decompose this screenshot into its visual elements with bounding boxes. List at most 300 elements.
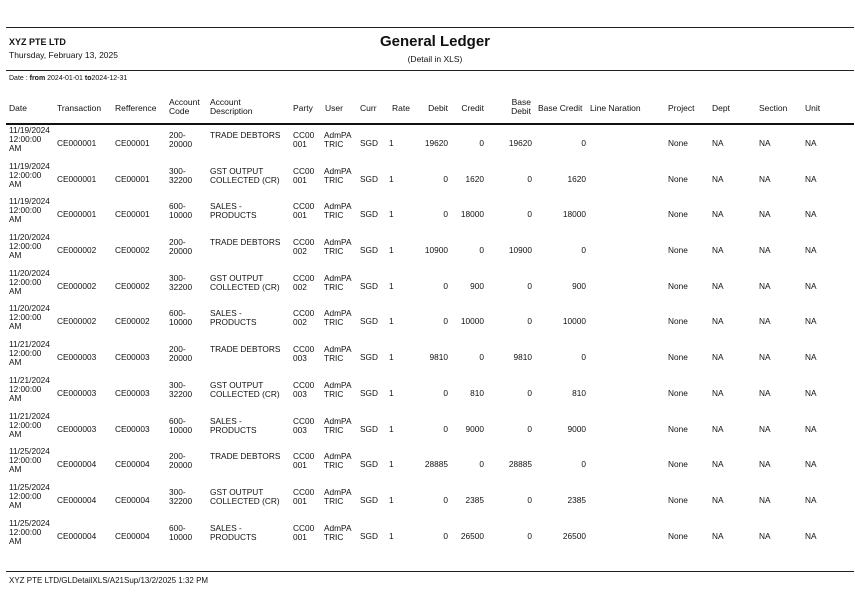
cell-project bbox=[668, 175, 708, 184]
cell-account-description-text: COLLECTED (CR) bbox=[210, 174, 280, 185]
cell-account-description bbox=[210, 309, 292, 327]
cell-rate bbox=[389, 246, 409, 255]
cell-curr-text: SGD bbox=[360, 209, 378, 220]
cell-date bbox=[9, 447, 57, 474]
cell-user-text: TRIC bbox=[324, 317, 344, 328]
cell-party-text: 002 bbox=[293, 317, 307, 328]
cell-section-text: NA bbox=[759, 352, 771, 363]
cell-rate bbox=[389, 139, 409, 148]
cell-base-debit bbox=[496, 246, 532, 255]
cell-curr-text: SGD bbox=[360, 423, 378, 434]
cell-date-text: 12:00:00 bbox=[9, 419, 42, 430]
cell-account-code bbox=[169, 524, 209, 542]
cell-account-code-text: 600- bbox=[169, 308, 186, 319]
cell-date-text: 12:00:00 bbox=[9, 276, 42, 287]
cell-debit bbox=[418, 246, 448, 255]
cell-rate bbox=[389, 210, 409, 219]
table-row bbox=[0, 518, 855, 554]
cell-project-text: None bbox=[668, 530, 688, 541]
cell-section bbox=[759, 425, 799, 434]
cell-base-credit-text: 810 bbox=[572, 387, 586, 398]
cell-transaction bbox=[57, 317, 113, 326]
cell-transaction-text: CE000004 bbox=[57, 459, 97, 470]
cell-project bbox=[668, 246, 708, 255]
cell-reference bbox=[115, 246, 167, 255]
cell-reference bbox=[115, 175, 167, 184]
cell-transaction bbox=[57, 532, 113, 541]
table-row bbox=[0, 411, 855, 447]
cell-unit-text: NA bbox=[805, 280, 817, 291]
cell-date bbox=[9, 269, 57, 296]
col-transaction: Transaction bbox=[57, 103, 102, 113]
cell-reference-text: CE00004 bbox=[115, 459, 150, 470]
cell-date-text: 11/19/2024 bbox=[9, 196, 50, 207]
cell-base-credit bbox=[548, 353, 586, 362]
cell-reference bbox=[115, 317, 167, 326]
cell-section bbox=[759, 496, 799, 505]
cell-transaction-text: CE000001 bbox=[57, 138, 97, 148]
col-rate: Rate bbox=[392, 103, 410, 113]
cell-curr bbox=[360, 532, 388, 541]
company-name: XYZ PTE LTD bbox=[9, 37, 66, 47]
cell-party bbox=[293, 381, 323, 399]
cell-base-debit-text: 0 bbox=[527, 209, 532, 220]
cell-debit bbox=[418, 532, 448, 541]
cell-account-description-text: PRODUCTS bbox=[210, 317, 257, 328]
cell-section-text: NA bbox=[759, 423, 771, 434]
cell-base-debit bbox=[496, 139, 532, 148]
cell-account-code-text: 10000 bbox=[169, 210, 193, 221]
cell-date-text: 12:00:00 bbox=[9, 134, 42, 144]
cell-account-code bbox=[169, 131, 209, 149]
cell-date-text: 12:00:00 bbox=[9, 383, 42, 394]
cell-party bbox=[293, 345, 323, 363]
cell-unit-text: NA bbox=[805, 138, 817, 148]
cell-dept-text: NA bbox=[712, 138, 724, 148]
col-line-narration: Line Naration bbox=[590, 103, 641, 113]
cell-dept bbox=[712, 353, 752, 362]
cell-debit-text: 19620 bbox=[424, 138, 448, 148]
table-row bbox=[0, 268, 855, 304]
cell-base-credit bbox=[548, 282, 586, 291]
cell-account-description bbox=[210, 381, 292, 399]
cell-account-code-text: 20000 bbox=[169, 460, 193, 471]
cell-party-text: 003 bbox=[293, 353, 307, 364]
cell-account-code-text: 200- bbox=[169, 130, 186, 140]
table-row bbox=[0, 196, 855, 232]
cell-user-text: AdmPA bbox=[324, 165, 352, 176]
cell-reference bbox=[115, 282, 167, 291]
cell-section-text: NA bbox=[759, 280, 771, 291]
cell-party-text: CC00 bbox=[293, 165, 315, 176]
cell-project bbox=[668, 460, 708, 469]
cell-base-debit bbox=[496, 175, 532, 184]
cell-party-text: CC00 bbox=[293, 486, 315, 497]
cell-date-text: AM bbox=[9, 499, 22, 510]
cell-account-description-text: TRADE DEBTORS bbox=[210, 451, 281, 462]
cell-section-text: NA bbox=[759, 138, 771, 148]
cell-date-text: 11/21/2024 bbox=[9, 339, 50, 350]
cell-transaction-text: CE000004 bbox=[57, 530, 97, 541]
col-account-code bbox=[169, 98, 200, 116]
cell-user-text: AdmPA bbox=[324, 451, 352, 462]
date-range-to: 2024-12-31 bbox=[91, 75, 128, 82]
cell-user-text: TRIC bbox=[324, 531, 344, 542]
cell-date-text: 11/21/2024 bbox=[9, 374, 50, 385]
col-account-description bbox=[210, 98, 253, 116]
cell-base-debit-text: 9810 bbox=[513, 352, 532, 363]
cell-credit-text: 10000 bbox=[460, 316, 484, 327]
cell-account-description-text: GST OUTPUT bbox=[210, 379, 264, 390]
cell-account-code-text: 300- bbox=[169, 379, 186, 390]
cell-account-code-text: 200- bbox=[169, 451, 186, 462]
cell-account-description-text: PRODUCTS bbox=[210, 210, 257, 221]
cell-project bbox=[668, 496, 708, 505]
cell-user-text: AdmPA bbox=[324, 272, 352, 283]
cell-reference bbox=[115, 210, 167, 219]
cell-base-credit-text: 10000 bbox=[562, 316, 586, 327]
cell-account-code-text: 200- bbox=[169, 344, 186, 355]
cell-account-code-text: 300- bbox=[169, 272, 186, 283]
cell-credit-text: 0 bbox=[479, 138, 484, 148]
cell-date-text: AM bbox=[9, 357, 22, 368]
cell-debit-text: 0 bbox=[443, 494, 448, 505]
cell-rate bbox=[389, 532, 409, 541]
cell-credit-text: 9000 bbox=[465, 423, 484, 434]
cell-party bbox=[293, 202, 323, 220]
cell-rate-text: 1 bbox=[389, 352, 394, 363]
cell-rate-text: 1 bbox=[389, 245, 394, 256]
cell-user-text: TRIC bbox=[324, 388, 344, 399]
cell-unit-text: NA bbox=[805, 209, 817, 220]
cell-account-description-text: PRODUCTS bbox=[210, 531, 257, 542]
cell-section-text: NA bbox=[759, 530, 771, 541]
cell-account-code-text: 600- bbox=[169, 201, 186, 212]
cell-debit bbox=[418, 139, 448, 148]
cell-party-text: CC00 bbox=[293, 415, 315, 426]
table-row bbox=[0, 375, 855, 411]
cell-account-code bbox=[169, 488, 209, 506]
cell-account-description bbox=[210, 274, 292, 292]
cell-account-code bbox=[169, 238, 209, 256]
cell-rate bbox=[389, 353, 409, 362]
cell-curr bbox=[360, 246, 388, 255]
cell-transaction bbox=[57, 210, 113, 219]
cell-transaction bbox=[57, 175, 113, 184]
cell-transaction bbox=[57, 353, 113, 362]
cell-dept bbox=[712, 532, 752, 541]
cell-account-description bbox=[210, 524, 292, 542]
cell-rate bbox=[389, 317, 409, 326]
cell-account-description bbox=[210, 488, 292, 506]
cell-section-text: NA bbox=[759, 209, 771, 220]
cell-party-text: 001 bbox=[293, 139, 307, 149]
cell-project bbox=[668, 317, 708, 326]
cell-dept bbox=[712, 175, 752, 184]
cell-debit bbox=[418, 496, 448, 505]
cell-dept bbox=[712, 460, 752, 469]
cell-credit bbox=[450, 175, 484, 184]
cell-party-text: CC00 bbox=[293, 308, 315, 319]
cell-curr-text: SGD bbox=[360, 280, 378, 291]
cell-credit bbox=[450, 139, 484, 148]
cell-user-text: AdmPA bbox=[324, 522, 352, 533]
cell-curr-text: SGD bbox=[360, 530, 378, 541]
cell-party-text: CC00 bbox=[293, 451, 315, 462]
cell-section bbox=[759, 139, 799, 148]
cell-date-text: 12:00:00 bbox=[9, 526, 42, 537]
cell-account-code bbox=[169, 167, 209, 185]
cell-base-credit-text: 18000 bbox=[562, 209, 586, 220]
cell-date-text: AM bbox=[9, 392, 22, 403]
cell-debit-text: 10900 bbox=[424, 245, 448, 256]
cell-date-text: AM bbox=[9, 143, 22, 153]
col-project: Project bbox=[668, 103, 695, 113]
cell-section bbox=[759, 532, 799, 541]
cell-account-description-text: SALES - bbox=[210, 201, 242, 212]
cell-reference-text: CE00004 bbox=[115, 530, 150, 541]
table-row bbox=[0, 125, 855, 161]
cell-date-text: AM bbox=[9, 250, 22, 261]
cell-account-description-text: TRADE DEBTORS bbox=[210, 237, 281, 248]
cell-date bbox=[9, 197, 57, 224]
col-date: Date bbox=[9, 103, 27, 113]
cell-user-text: TRIC bbox=[324, 424, 344, 435]
cell-account-code-text: 32200 bbox=[169, 388, 193, 399]
cell-unit bbox=[805, 246, 845, 255]
cell-unit-text: NA bbox=[805, 352, 817, 363]
cell-date-text: 11/20/2024 bbox=[9, 303, 50, 314]
table-row bbox=[0, 339, 855, 375]
cell-reference-text: CE00001 bbox=[115, 173, 150, 184]
date-range-from-label: from bbox=[29, 75, 46, 82]
cell-account-description bbox=[210, 238, 292, 247]
cell-party-text: CC00 bbox=[293, 272, 315, 283]
col-base-debit-line1: Base bbox=[511, 97, 531, 107]
cell-curr-text: SGD bbox=[360, 387, 378, 398]
cell-base-debit-text: 0 bbox=[527, 423, 532, 434]
cell-project-text: None bbox=[668, 138, 688, 148]
cell-project bbox=[668, 389, 708, 398]
cell-rate-text: 1 bbox=[389, 209, 394, 220]
cell-account-description-text: COLLECTED (CR) bbox=[210, 281, 280, 292]
cell-rate-text: 1 bbox=[389, 280, 394, 291]
cell-reference-text: CE00004 bbox=[115, 494, 150, 505]
cell-curr-text: SGD bbox=[360, 138, 378, 148]
cell-base-credit bbox=[548, 175, 586, 184]
cell-curr-text: SGD bbox=[360, 352, 378, 363]
cell-party bbox=[293, 274, 323, 292]
col-party: Party bbox=[293, 103, 313, 113]
cell-user-text: TRIC bbox=[324, 353, 344, 364]
cell-account-description-text: SALES - bbox=[210, 522, 242, 533]
cell-section bbox=[759, 353, 799, 362]
cell-date-text: 11/20/2024 bbox=[9, 232, 50, 243]
cell-unit-text: NA bbox=[805, 423, 817, 434]
cell-date bbox=[9, 483, 57, 510]
cell-section bbox=[759, 175, 799, 184]
cell-account-code-text: 600- bbox=[169, 415, 186, 426]
cell-credit bbox=[450, 246, 484, 255]
cell-user-text: AdmPA bbox=[324, 130, 352, 140]
col-base-debit bbox=[500, 98, 531, 116]
cell-project bbox=[668, 139, 708, 148]
cell-section bbox=[759, 389, 799, 398]
cell-account-description-text: COLLECTED (CR) bbox=[210, 495, 280, 506]
cell-section-text: NA bbox=[759, 494, 771, 505]
cell-party-text: 001 bbox=[293, 495, 307, 506]
cell-credit-text: 2385 bbox=[465, 494, 484, 505]
cell-user-text: AdmPA bbox=[324, 379, 352, 390]
cell-user bbox=[324, 524, 358, 542]
cell-project-text: None bbox=[668, 494, 688, 505]
cell-rate-text: 1 bbox=[389, 387, 394, 398]
cell-base-debit bbox=[496, 353, 532, 362]
cell-debit-text: 0 bbox=[443, 316, 448, 327]
cell-credit-text: 1620 bbox=[465, 173, 484, 184]
cell-transaction-text: CE000002 bbox=[57, 316, 97, 327]
cell-party-text: 001 bbox=[293, 531, 307, 542]
cell-account-description bbox=[210, 202, 292, 220]
cell-party-text: CC00 bbox=[293, 201, 315, 212]
cell-debit-text: 0 bbox=[443, 209, 448, 220]
cell-transaction bbox=[57, 139, 113, 148]
cell-section-text: NA bbox=[759, 316, 771, 327]
cell-account-code-text: 300- bbox=[169, 486, 186, 497]
cell-user-text: AdmPA bbox=[324, 344, 352, 355]
cell-user-text: AdmPA bbox=[324, 415, 352, 426]
cell-reference-text: CE00001 bbox=[115, 209, 150, 220]
cell-dept-text: NA bbox=[712, 530, 724, 541]
cell-date-text: AM bbox=[9, 464, 22, 475]
cell-base-debit bbox=[496, 425, 532, 434]
cell-section bbox=[759, 210, 799, 219]
cell-dept bbox=[712, 282, 752, 291]
cell-curr-text: SGD bbox=[360, 459, 378, 470]
cell-base-credit bbox=[548, 139, 586, 148]
cell-party-text: 002 bbox=[293, 246, 307, 257]
cell-section bbox=[759, 317, 799, 326]
cell-rate bbox=[389, 389, 409, 398]
cell-date-text: 12:00:00 bbox=[9, 312, 42, 323]
print-date: Thursday, February 13, 2025 bbox=[9, 50, 118, 60]
cell-debit bbox=[418, 317, 448, 326]
cell-unit bbox=[805, 282, 845, 291]
cell-account-code bbox=[169, 345, 209, 363]
cell-user bbox=[324, 202, 358, 220]
cell-account-description-text: TRADE DEBTORS bbox=[210, 344, 281, 355]
footer-text: XYZ PTE LTD/GLDetailXLS/A21Sup/13/2/2025 1:32 PM bbox=[9, 576, 209, 585]
cell-curr-text: SGD bbox=[360, 316, 378, 327]
cell-account-code bbox=[169, 381, 209, 399]
table-row bbox=[0, 303, 855, 339]
cell-party bbox=[293, 131, 323, 149]
cell-base-credit bbox=[548, 496, 586, 505]
cell-transaction-text: CE000003 bbox=[57, 387, 97, 398]
cell-reference bbox=[115, 425, 167, 434]
cell-unit bbox=[805, 389, 845, 398]
cell-account-description-text: COLLECTED (CR) bbox=[210, 388, 280, 399]
report-title: General Ledger bbox=[379, 33, 491, 50]
cell-project-text: None bbox=[668, 459, 688, 470]
cell-unit-text: NA bbox=[805, 459, 817, 470]
cell-dept-text: NA bbox=[712, 459, 724, 470]
cell-rate-text: 1 bbox=[389, 316, 394, 327]
cell-unit bbox=[805, 425, 845, 434]
cell-date bbox=[9, 519, 57, 546]
cell-credit bbox=[450, 425, 484, 434]
cell-section bbox=[759, 282, 799, 291]
cell-transaction bbox=[57, 496, 113, 505]
cell-transaction bbox=[57, 282, 113, 291]
cell-date-text: 12:00:00 bbox=[9, 348, 42, 359]
cell-base-credit-text: 900 bbox=[572, 280, 586, 291]
cell-credit bbox=[450, 460, 484, 469]
cell-party bbox=[293, 488, 323, 506]
cell-credit-text: 0 bbox=[479, 459, 484, 470]
cell-reference-text: CE00003 bbox=[115, 423, 150, 434]
cell-base-credit bbox=[548, 532, 586, 541]
cell-transaction-text: CE000001 bbox=[57, 173, 97, 184]
cell-user-text: TRIC bbox=[324, 210, 344, 221]
cell-unit-text: NA bbox=[805, 387, 817, 398]
cell-dept-text: NA bbox=[712, 316, 724, 327]
cell-account-code bbox=[169, 202, 209, 220]
cell-curr bbox=[360, 210, 388, 219]
cell-credit bbox=[450, 496, 484, 505]
cell-date-text: 11/25/2024 bbox=[9, 517, 50, 528]
cell-base-debit-text: 19620 bbox=[508, 138, 532, 148]
cell-date bbox=[9, 304, 57, 331]
cell-account-description bbox=[210, 131, 292, 140]
cell-project bbox=[668, 353, 708, 362]
cell-unit-text: NA bbox=[805, 173, 817, 184]
cell-section-text: NA bbox=[759, 387, 771, 398]
cell-date bbox=[9, 340, 57, 367]
cell-unit bbox=[805, 210, 845, 219]
cell-base-credit-text: 9000 bbox=[567, 423, 586, 434]
date-range-prefix: Date : bbox=[9, 75, 30, 82]
cell-party-text: CC00 bbox=[293, 130, 315, 140]
cell-curr bbox=[360, 389, 388, 398]
cell-transaction-text: CE000004 bbox=[57, 494, 97, 505]
cell-unit-text: NA bbox=[805, 530, 817, 541]
cell-curr-text: SGD bbox=[360, 494, 378, 505]
cell-base-credit-text: 1620 bbox=[567, 173, 586, 184]
cell-credit-text: 810 bbox=[470, 387, 484, 398]
cell-party-text: 001 bbox=[293, 460, 307, 471]
report-subtitle: (Detail in XLS) bbox=[407, 54, 463, 64]
cell-date-text: 11/25/2024 bbox=[9, 481, 50, 492]
cell-base-credit bbox=[548, 246, 586, 255]
cell-reference bbox=[115, 460, 167, 469]
cell-date bbox=[9, 376, 57, 403]
cell-account-description-text: SALES - bbox=[210, 308, 242, 319]
cell-debit-text: 9810 bbox=[429, 352, 448, 363]
cell-account-code bbox=[169, 274, 209, 292]
cell-user bbox=[324, 452, 358, 470]
cell-project-text: None bbox=[668, 423, 688, 434]
cell-base-debit bbox=[496, 389, 532, 398]
cell-date-text: AM bbox=[9, 214, 22, 225]
cell-unit-text: NA bbox=[805, 316, 817, 327]
table-row bbox=[0, 482, 855, 518]
cell-date bbox=[9, 233, 57, 260]
cell-project-text: None bbox=[668, 387, 688, 398]
cell-party bbox=[293, 417, 323, 435]
cell-party-text: 003 bbox=[293, 424, 307, 435]
cell-date-text: 11/19/2024 bbox=[9, 125, 50, 135]
